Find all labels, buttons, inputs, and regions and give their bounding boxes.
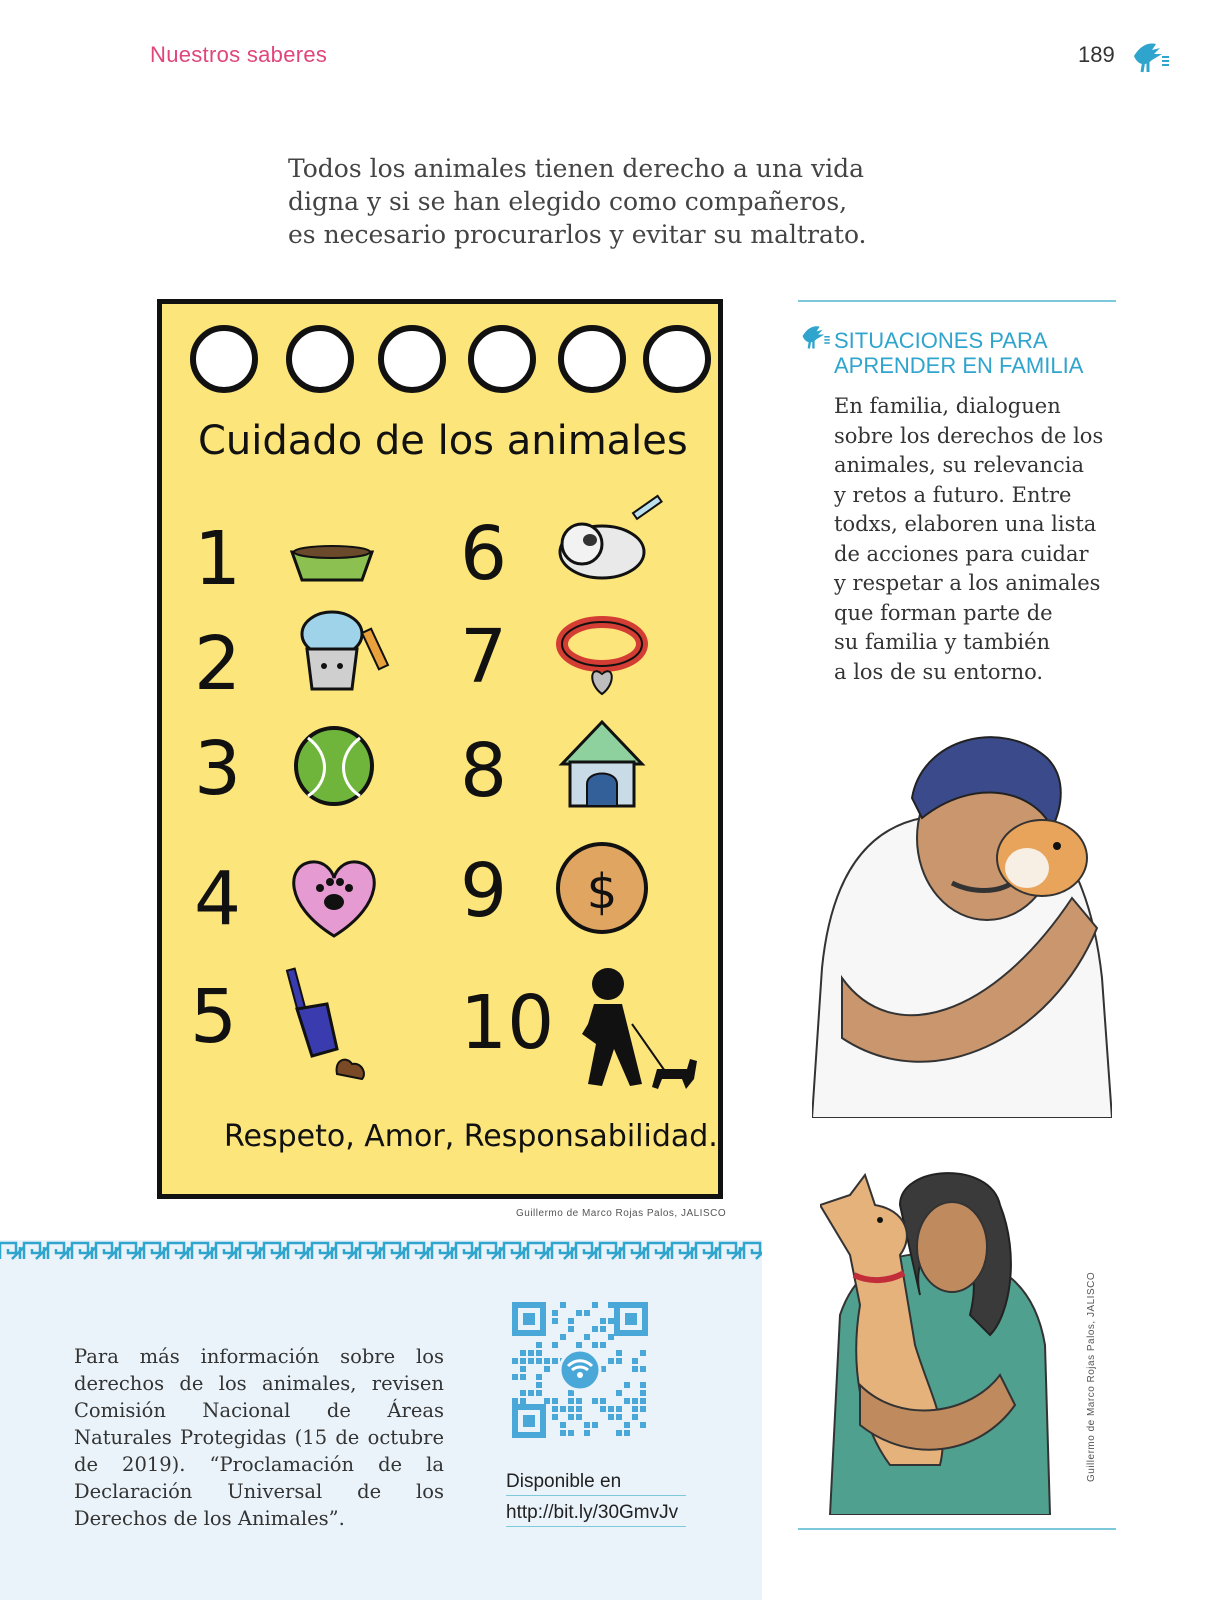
sidebar-line: a los de su entorno.: [834, 659, 1044, 684]
hand-bird-icon: [1130, 38, 1170, 74]
doghouse-icon: [562, 722, 642, 806]
illustration-credit: Guillermo de Marco Rojas Palos, JALISCO: [1086, 1271, 1097, 1482]
binder-holes: [193, 328, 708, 390]
sidebar-line: y retos a futuro. Entre: [834, 482, 1072, 507]
poster-footer: Respeto, Amor, Responsabilidad.: [224, 1119, 718, 1154]
info-link[interactable]: http://bit.ly/30GmvJv: [506, 1496, 686, 1527]
item-number-8: 8: [460, 728, 508, 814]
greca-border: [0, 1241, 762, 1261]
paw-heart-icon: [294, 862, 374, 936]
item-number-6: 6: [460, 511, 508, 597]
poop-shovel-icon: [287, 969, 364, 1079]
item-number-9: 9: [460, 848, 508, 934]
sidebar-bottom-divider: [798, 1528, 1116, 1530]
sidebar-line: En familia, dialoguen: [834, 394, 1061, 418]
sidebar-line: y respetar a los animales: [834, 571, 1101, 595]
item-number-2: 2: [194, 621, 242, 707]
sidebar-line: su familia y también: [834, 630, 1051, 654]
tennis-ball-icon: [296, 728, 372, 804]
item-number-5: 5: [190, 974, 238, 1060]
sidebar-line: de acciones para cuidar: [834, 541, 1089, 566]
sidebar-line: sobre los derechos de los: [834, 423, 1104, 448]
item-number-1: 1: [194, 516, 242, 602]
item-number-7: 7: [460, 614, 508, 700]
woman-with-dog-illustration: [820, 1165, 1070, 1515]
section-title: Nuestros saberes: [150, 42, 328, 67]
sidebar-line: todxs, elaboren una lista: [834, 512, 1097, 536]
available-label: Disponible en: [506, 1471, 686, 1496]
hand-bird-icon: [799, 322, 831, 350]
poster-title: Cuidado de los animales: [198, 418, 688, 464]
dog-walk-icon: [582, 968, 697, 1089]
available-link-block: [506, 1471, 686, 1527]
sidebar-top-divider: [798, 300, 1116, 302]
intro-line: es necesario procurarlos y evitar su maltrato.: [288, 220, 867, 249]
sidebar-heading-line: APRENDER EN FAMILIA: [834, 353, 1084, 378]
intro-paragraph: [288, 152, 888, 251]
poster-credit: Guillermo de Marco Rojas Palos, JALISCO: [516, 1208, 727, 1219]
sick-cat-icon: [560, 496, 662, 578]
qr-code[interactable]: [512, 1302, 648, 1438]
page-number: 189: [1078, 42, 1115, 67]
sidebar-heading: [834, 328, 1083, 378]
item-number-10: 10: [460, 980, 555, 1066]
intro-line: digna y si se han elegido como compañeros,: [288, 187, 848, 216]
sidebar-paragraph: [834, 392, 1124, 687]
coin-icon: [558, 844, 646, 932]
man-with-guinea-pig-illustration: [812, 718, 1112, 1118]
sidebar-heading-line: SITUACIONES PARA: [834, 328, 1048, 353]
info-paragraph: Para más información sobre los derechos de los animales, revisen Comisión Nacional de Áreas Naturales Protegidas (15 de octubre de 2019). “Proclamación de la Declaración Universal de los Derechos de los Animales”.: [74, 1345, 444, 1530]
dog-bath-icon: [302, 612, 388, 689]
item-number-4: 4: [194, 856, 242, 942]
sidebar-line: animales, su relevancia: [834, 453, 1084, 477]
collar-icon: [562, 622, 642, 694]
svg-text:$: $: [586, 864, 618, 920]
intro-line: Todos los animales tienen derecho a una vida: [288, 154, 864, 183]
sidebar-line: que forman parte de: [834, 600, 1053, 625]
food-bowl-icon: [292, 546, 372, 580]
animal-care-poster: [157, 299, 723, 1199]
item-number-3: 3: [194, 726, 242, 812]
